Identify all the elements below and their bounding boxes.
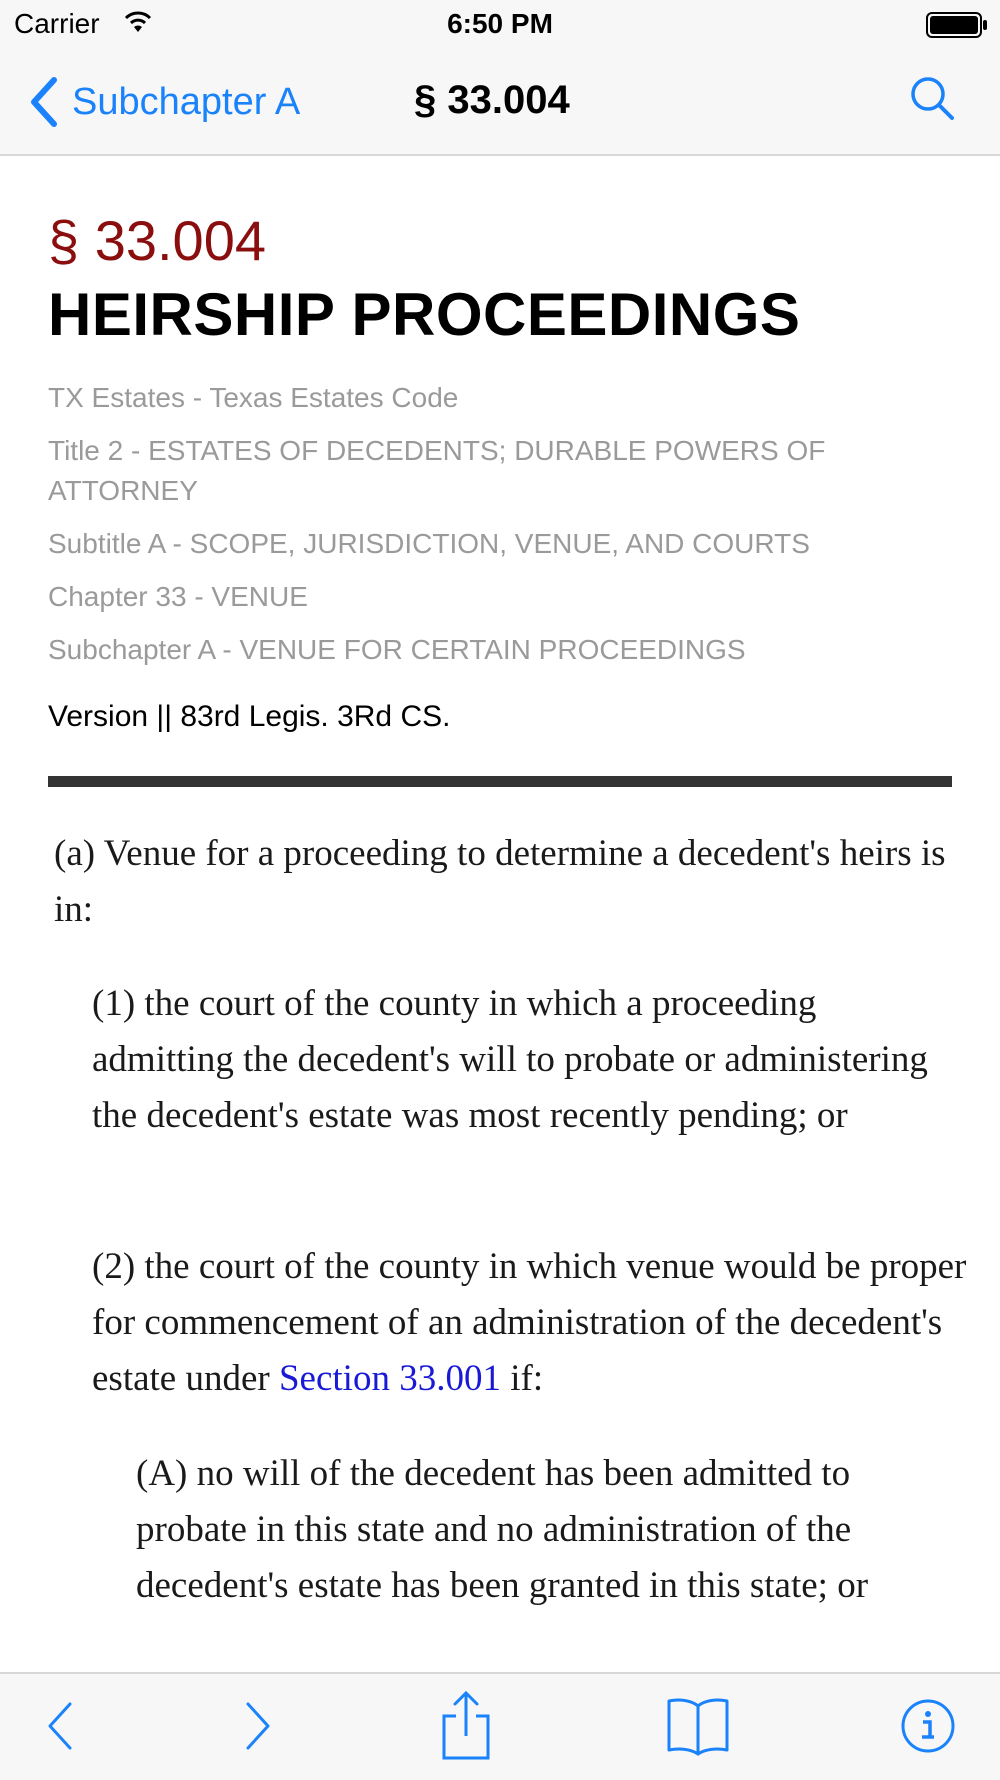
chevron-left-icon: [28, 76, 60, 128]
bookmarks-icon: [665, 1696, 731, 1756]
carrier-label: Carrier: [14, 8, 100, 39]
section-number: § 33.004: [48, 209, 266, 272]
chevron-right-icon: [242, 1700, 274, 1752]
paragraph-2-text: (2) the court of the county in which venue would be proper for commencement of an administration of the decedent's estate under: [92, 1246, 967, 1399]
previous-button[interactable]: [28, 1694, 92, 1758]
info-icon: [900, 1698, 956, 1754]
breadcrumb-code: TX Estates - Texas Estates Code: [48, 382, 459, 413]
section-33-001-link[interactable]: Section 33.001: [278, 1358, 501, 1399]
paragraph-2-tail: if:: [500, 1358, 544, 1399]
paragraph-A: (A) no will of the decedent has been admitted to probate in this state and no administration of the decedent's estate has been granted in this state; or: [136, 1453, 869, 1606]
paragraph-2: [92, 1239, 972, 1407]
status-bar: [0, 0, 1000, 50]
bottom-toolbar: [0, 1672, 1000, 1780]
nav-title: § 33.004: [414, 78, 570, 122]
clock: 6:50 PM: [447, 8, 553, 39]
share-button[interactable]: [434, 1688, 498, 1764]
share-icon: [440, 1690, 492, 1762]
breadcrumb-subtitle: Subtitle A - SCOPE, JURISDICTION, VENUE, AND COURTS: [48, 528, 810, 559]
info-button[interactable]: [896, 1694, 960, 1758]
paragraph-1: (1) the court of the county in which a proceeding admitting the decedent's will to probate or administering the decedent's estate was most recently pending; or: [92, 983, 928, 1136]
breadcrumb-subchapter: Subchapter A - VENUE FOR CERTAIN PROCEEDINGS: [48, 634, 746, 665]
document-content[interactable]: [0, 156, 1000, 1672]
paragraph-a: (a) Venue for a proceeding to determine a decedent's heirs is in:: [54, 833, 946, 930]
section-title: HEIRSHIP PROCEEDINGS: [48, 281, 801, 348]
navigation-bar: [0, 50, 1000, 156]
battery-icon: [926, 12, 988, 38]
back-button[interactable]: [28, 72, 300, 132]
version-label: Version || 83rd Legis. 3Rd CS.: [48, 700, 451, 733]
bookmarks-button[interactable]: [662, 1694, 734, 1758]
next-button[interactable]: [226, 1694, 290, 1758]
back-button-label: Subchapter A: [72, 80, 301, 123]
breadcrumb: [48, 378, 968, 683]
search-icon[interactable]: [908, 74, 956, 122]
breadcrumb-chapter: Chapter 33 - VENUE: [48, 581, 308, 612]
divider: [48, 776, 952, 787]
breadcrumb-title: Title 2 - ESTATES OF DECEDENTS; DURABLE POWERS OF ATTORNEY: [48, 435, 826, 506]
chevron-left-icon: [44, 1700, 76, 1752]
